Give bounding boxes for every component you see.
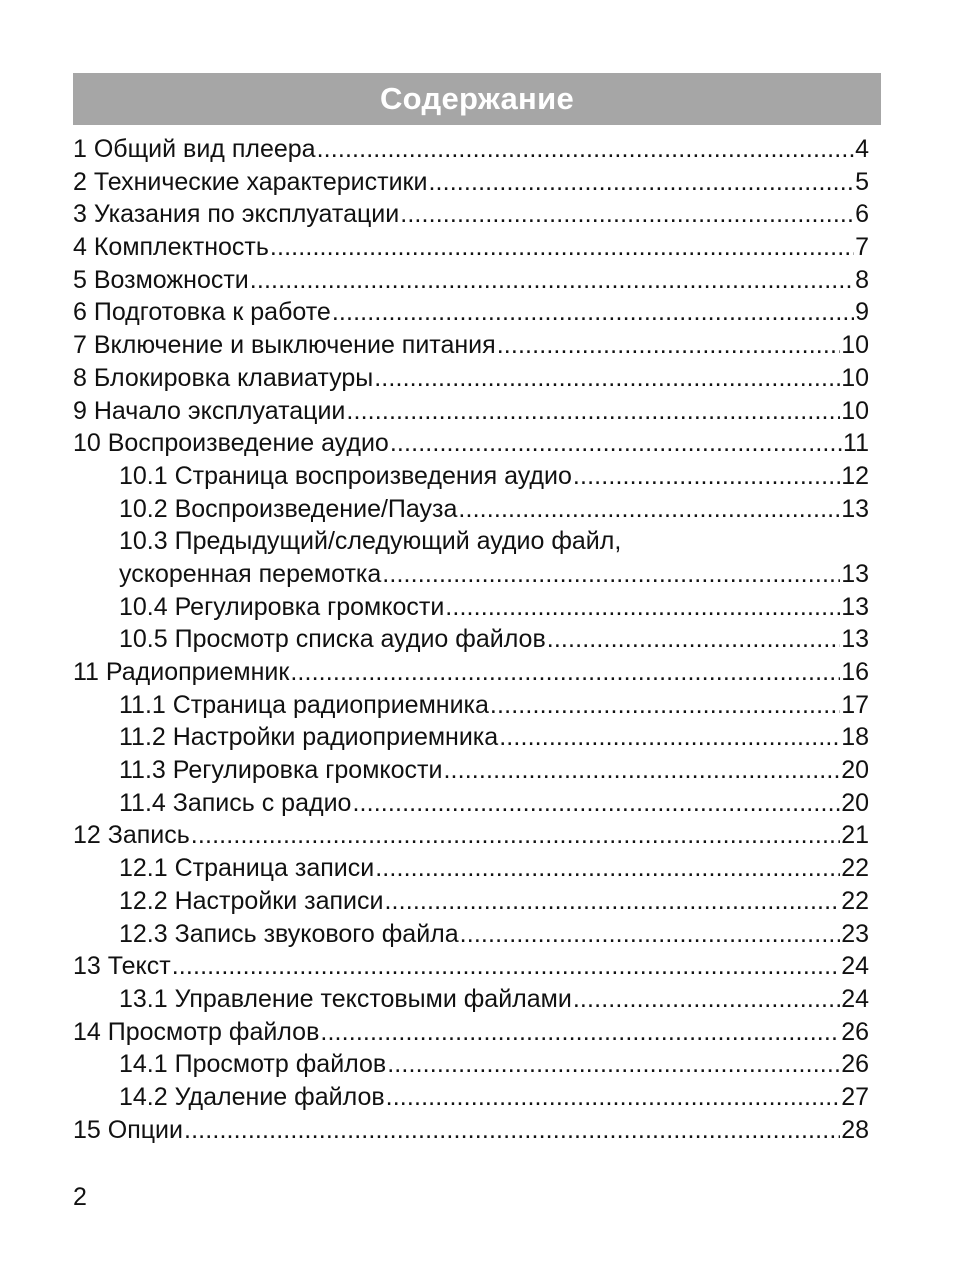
toc-entry[interactable]	[73, 983, 869, 1016]
toc-entry-title: 10.4 Регулировка громкости	[119, 592, 445, 621]
toc-entry[interactable]	[73, 231, 869, 264]
toc-entry-page: 9	[855, 298, 869, 327]
toc-entry[interactable]	[73, 623, 869, 656]
toc-entry-title: 8 Блокировка клавиатуры	[73, 363, 374, 392]
toc-entry[interactable]	[73, 558, 869, 591]
toc-entry-page: 10	[841, 396, 869, 425]
toc-entry-title: 11.4 Запись с радио	[119, 788, 352, 817]
toc-leader-dots	[573, 460, 840, 493]
toc-entry[interactable]	[73, 918, 869, 951]
toc-leader-dots	[387, 1048, 840, 1081]
toc-entry-title: 5 Возможности	[73, 265, 249, 294]
toc-leader-dots	[573, 983, 840, 1016]
toc-entry-page: 16	[841, 658, 869, 686]
toc-entry-title: 4 Комплектность	[73, 233, 269, 262]
toc-entry-title: ускоренная перемотка	[119, 559, 382, 588]
toc-entry[interactable]	[73, 362, 869, 395]
toc-entry-title: 11.3 Регулировка громкости	[119, 756, 443, 785]
toc-entry[interactable]	[73, 427, 869, 460]
toc-entry-page: 24	[841, 984, 869, 1013]
toc-entry-title: 9 Начало эксплуатации	[73, 396, 346, 425]
toc-entry-title: 2 Технические характеристики	[73, 167, 428, 196]
toc-leader-dots	[172, 950, 840, 983]
toc-leader-dots	[346, 395, 840, 428]
toc-entry-page: 23	[841, 919, 869, 948]
toc-entry-title: 14.2 Удаление файлов	[119, 1082, 385, 1111]
toc-entry-page: 4	[855, 135, 869, 163]
toc-entry[interactable]	[73, 591, 869, 624]
toc-entry-page: 18	[841, 723, 869, 752]
toc-leader-dots	[320, 1016, 840, 1049]
toc-entry-page: 5	[855, 167, 869, 196]
toc-entry[interactable]	[73, 395, 869, 428]
toc-entry-page: 13	[841, 559, 869, 588]
toc-entry-title: 13 Текст	[73, 952, 171, 981]
toc-leader-dots	[400, 198, 854, 231]
page-number: 2	[73, 1183, 87, 1211]
toc-entry-page: 6	[855, 200, 869, 229]
toc-entry[interactable]	[73, 329, 869, 362]
toc-entry[interactable]	[73, 1081, 869, 1114]
toc-entry-title: 12.2 Настройки записи	[119, 886, 384, 915]
toc-entry[interactable]	[73, 852, 869, 885]
toc-leader-dots	[499, 721, 840, 754]
toc-entry-title: 7 Включение и выключение питания	[73, 331, 496, 360]
toc-entry-page: 10	[841, 331, 869, 360]
toc-entry-page: 21	[841, 821, 869, 850]
contents-header-bar	[73, 73, 881, 125]
toc-entry-page: 13	[841, 494, 869, 523]
toc-leader-dots	[547, 623, 840, 656]
toc-entry-title: 12.1 Страница записи	[119, 854, 375, 883]
toc-leader-dots	[497, 329, 841, 362]
toc-entry[interactable]	[73, 721, 869, 754]
toc-leader-dots	[458, 493, 840, 526]
toc-entry-title: 10 Воспроизведение аудио	[73, 429, 389, 458]
toc-entry-page: 27	[841, 1082, 869, 1111]
toc-leader-dots	[332, 296, 854, 329]
toc-entry-page: 13	[841, 592, 869, 621]
toc-entry[interactable]	[73, 1048, 869, 1081]
toc-entry-page: 7	[855, 233, 869, 262]
toc-leader-dots	[317, 133, 855, 166]
toc-entry-title: 10.2 Воспроизведение/Пауза	[119, 494, 458, 523]
toc-leader-dots	[443, 754, 840, 787]
toc-entry[interactable]	[73, 754, 869, 787]
toc-entry-title: 11.1 Страница радиоприемника	[119, 690, 489, 719]
toc-leader-dots	[460, 918, 841, 951]
toc-entry[interactable]	[73, 1016, 869, 1049]
toc-entry-page: 20	[841, 756, 869, 785]
toc-entry-title: 10.1 Страница воспроизведения аудио	[119, 461, 572, 490]
toc-entry[interactable]	[73, 166, 869, 199]
toc-entry[interactable]	[73, 950, 869, 983]
toc-leader-dots	[270, 231, 854, 264]
toc-leader-dots	[384, 885, 840, 918]
toc-entry[interactable]	[73, 264, 869, 297]
toc-entry-title: 12 Запись	[73, 821, 190, 850]
toc-entry-title: 1 Общий вид плеера	[73, 135, 316, 163]
toc-leader-dots	[490, 689, 840, 722]
toc-entry[interactable]	[73, 819, 869, 852]
toc-entry-title: 6 Подготовка к работе	[73, 298, 331, 327]
toc-entry-page: 26	[841, 1017, 869, 1046]
toc-entry-page: 22	[841, 886, 869, 915]
toc-entry-page: 17	[841, 690, 869, 719]
toc-entry-page: 11	[843, 429, 869, 458]
toc-entry[interactable]	[73, 1114, 869, 1147]
toc-leader-dots	[428, 166, 854, 199]
toc-leader-dots	[191, 819, 840, 852]
toc-entry[interactable]	[73, 198, 869, 231]
toc-entry-title: 14 Просмотр файлов	[73, 1017, 320, 1046]
toc-entry[interactable]	[73, 689, 869, 722]
toc-leader-dots	[290, 656, 840, 689]
table-of-contents	[73, 133, 869, 1146]
toc-entry-page: 10	[841, 363, 869, 392]
toc-entry-title: 15 Опции	[73, 1115, 183, 1144]
toc-entry-title: 10.5 Просмотр списка аудио файлов	[119, 625, 546, 654]
toc-entry[interactable]	[73, 133, 869, 166]
toc-entry[interactable]	[73, 493, 869, 526]
page-title: Содержание	[380, 81, 574, 116]
toc-entry[interactable]	[73, 460, 869, 493]
toc-entry-title: 3 Указания по эксплуатации	[73, 200, 400, 229]
toc-entry-title: 11.2 Настройки радиоприемника	[119, 723, 499, 752]
toc-entry-page: 26	[841, 1050, 869, 1079]
toc-entry[interactable]	[73, 787, 869, 820]
toc-entry[interactable]	[73, 656, 869, 689]
toc-entry-title: 10.3 Предыдущий/следующий аудио файл,	[119, 527, 622, 556]
toc-entry-page: 24	[841, 952, 869, 981]
toc-leader-dots	[250, 264, 854, 297]
toc-entry-title: 14.1 Просмотр файлов	[119, 1050, 387, 1079]
toc-entry-page: 20	[841, 788, 869, 817]
toc-entry-page: 8	[855, 265, 869, 294]
toc-entry-page: 28	[841, 1115, 869, 1144]
toc-leader-dots	[184, 1114, 840, 1147]
toc-entry[interactable]	[73, 885, 869, 918]
toc-leader-dots	[352, 787, 840, 820]
toc-leader-dots	[375, 852, 840, 885]
toc-entry-title: 11 Радиоприемник	[73, 658, 290, 686]
toc-leader-dots	[374, 362, 840, 395]
toc-entry-title: 12.3 Запись звукового файла	[119, 919, 459, 948]
toc-entry[interactable]	[73, 525, 869, 558]
toc-entry-page: 12	[841, 461, 869, 490]
toc-entry-page: 13	[841, 625, 869, 654]
toc-leader-dots	[390, 427, 842, 460]
toc-entry-title: 13.1 Управление текстовыми файлами	[119, 984, 572, 1013]
toc-entry[interactable]	[73, 296, 869, 329]
toc-leader-dots	[386, 1081, 841, 1114]
toc-leader-dots	[445, 591, 840, 624]
toc-leader-dots	[382, 558, 840, 591]
toc-entry-page: 22	[841, 854, 869, 883]
